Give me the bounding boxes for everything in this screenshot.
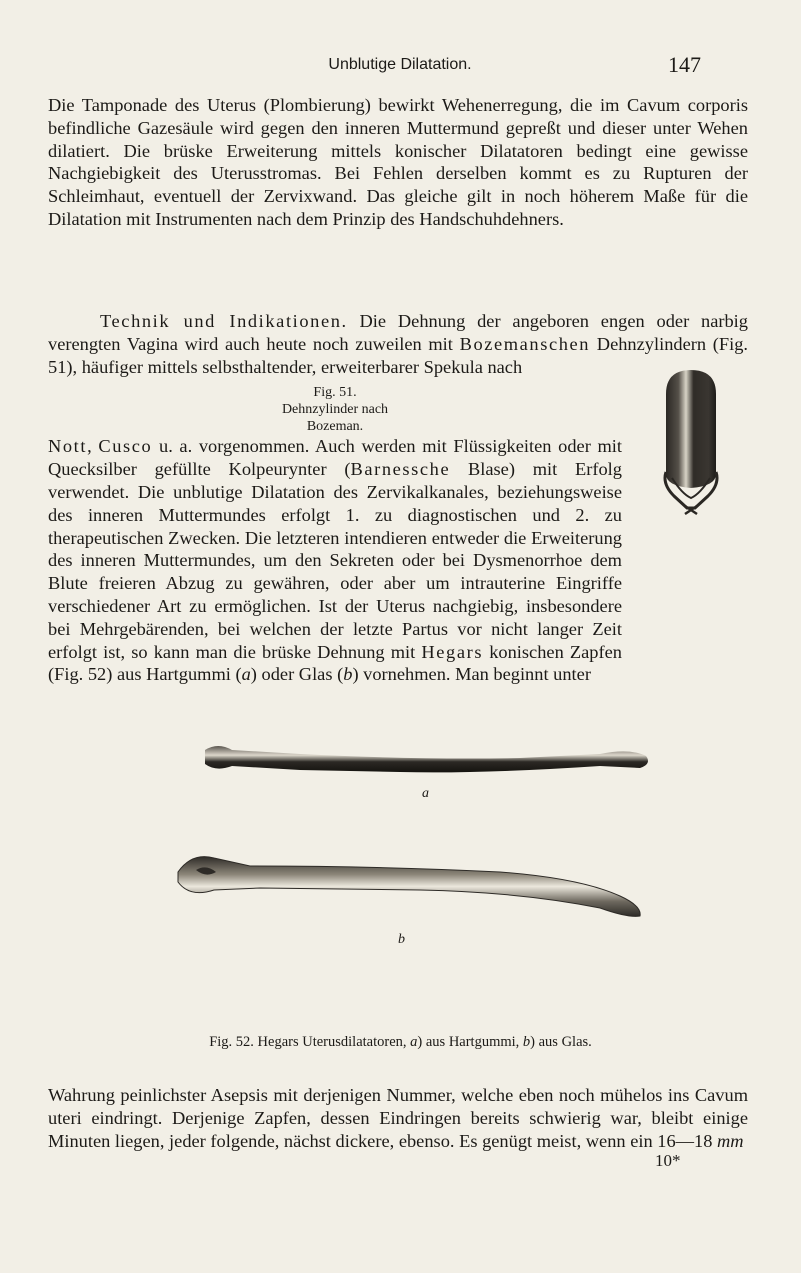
text-run: u. a. vorgenommen. Auch werden mit Flüssigkeiten oder mit Quecksilber gefüllte Kolpeurynter ( bbox=[48, 436, 622, 480]
section-heading: Technik und Indikationen. bbox=[100, 311, 348, 331]
name-barnes: Barnessche bbox=[350, 459, 451, 480]
text-run: konischen Zapfen (Fig. 52) aus Hartgummi ( bbox=[48, 641, 622, 685]
caption-line: Dehnzylinder nach bbox=[281, 402, 389, 418]
page-number: 147 bbox=[668, 52, 701, 77]
label-b: b bbox=[343, 664, 353, 685]
name-bozeman: Bozemanschen bbox=[459, 333, 591, 354]
name-cusco: Cusco bbox=[98, 436, 153, 457]
running-title: Unblutige Dilatation. bbox=[328, 56, 472, 73]
name-hegar: Hegars bbox=[421, 641, 484, 662]
text-run: ) vornehmen. Man beginnt unter bbox=[352, 664, 591, 685]
paragraph-tamponade bbox=[48, 94, 748, 231]
text-run: Die Dehnung der angeboren engen oder narbig verengten Vagina wird auch heute noch zuweilen mit bbox=[48, 311, 748, 354]
label-a: a bbox=[241, 664, 251, 685]
paragraph-text: Die Tamponade des Uterus (Plombierung) bewirkt Wehenerregung, die im Cavum corporis befindliche Gazesäule wird gegen den inneren Muttermund gepreßt und dieser unter Wehen dilatiert. Die brüske Erweiterung mittels konischer Dilatatoren bedingt eine gewisse Nachgiebigkeit des Uterusstromas. Bei Fehlen derselben kommt es zu Rupturen der Schleimhaut, eventuell der Zervixwand. Das gleiche gilt in noch höherem Maße für die Dilatation mit Instrumenten nach dem Prinzip des Handschuhdehners. bbox=[48, 95, 748, 229]
caption-text: ) aus Glas. bbox=[530, 1034, 592, 1050]
name-nott: Nott bbox=[48, 436, 88, 457]
paragraph-asepsis bbox=[48, 1084, 748, 1152]
text-run: ) oder Glas ( bbox=[250, 664, 344, 685]
figure-52-caption bbox=[0, 1034, 801, 1051]
caption-text: Fig. 52. Hegars Uterusdilatatoren, bbox=[209, 1034, 411, 1050]
dilatator-b-drawing bbox=[0, 846, 801, 926]
figure-51 bbox=[632, 356, 750, 758]
caption-a: a bbox=[410, 1034, 418, 1050]
paragraph-text bbox=[48, 1084, 748, 1152]
paragraph-technik bbox=[48, 310, 748, 758]
dilatator-a-drawing bbox=[0, 736, 801, 816]
signature-mark: 10* bbox=[655, 1151, 681, 1170]
caption-line: Fig. 51. bbox=[313, 385, 357, 401]
text-run: Wahrung peinlichster Asepsis mit derjenigen Nummer, welche eben noch mühelos ins Cavum uteri eindringt. Derjenige Zapfen, dessen Eindringen bereits schwierig war, bleibt einige Minuten liegen, jeder folgende, nächst dickere, ebenso. Es genügt meist, wenn ein 16—18 bbox=[48, 1085, 748, 1151]
unit-mm: mm bbox=[717, 1130, 744, 1151]
text-run: Blase) mit Erfolg verwendet. Die unblutige Dilatation des Zervikalkanales, beziehungsweise des inneren Muttermundes erfolgt 1. zu diagnostischen und 2. zu therapeutischen Zwecken. Die letzteren intendieren entweder die Erweiterung des inneren Muttermundes, um den Sekreten oder bei Dysmenorrhoe dem Blute freieren Abzug zu gewähren, oder aber um intrauterine Eingriffe verschiedener Art zu ermöglichen. Ist der Uterus nachgiebig, insbesondere bei Mehrgebärenden, bei welchen der letzte Partus vor nicht langer Zeit erfolgt ist, so kann man die brüske Dehnung mit bbox=[48, 459, 622, 662]
caption-line: Bozeman. bbox=[306, 419, 364, 435]
figure-label-a: a bbox=[422, 786, 429, 801]
dehnzylinder-drawing bbox=[652, 366, 730, 516]
page-header bbox=[0, 54, 801, 84]
figure-label-b: b bbox=[398, 932, 405, 947]
text-run: Dehnzylindern (Fig. 51), häufiger mittels selbsthaltender, erweiterbarer Spekula nach bbox=[48, 333, 749, 377]
caption-text: ) aus Hartgummi, bbox=[417, 1034, 523, 1050]
paragraph-text bbox=[48, 310, 748, 378]
caption-b: b bbox=[522, 1034, 531, 1050]
text-run: , bbox=[87, 436, 99, 457]
